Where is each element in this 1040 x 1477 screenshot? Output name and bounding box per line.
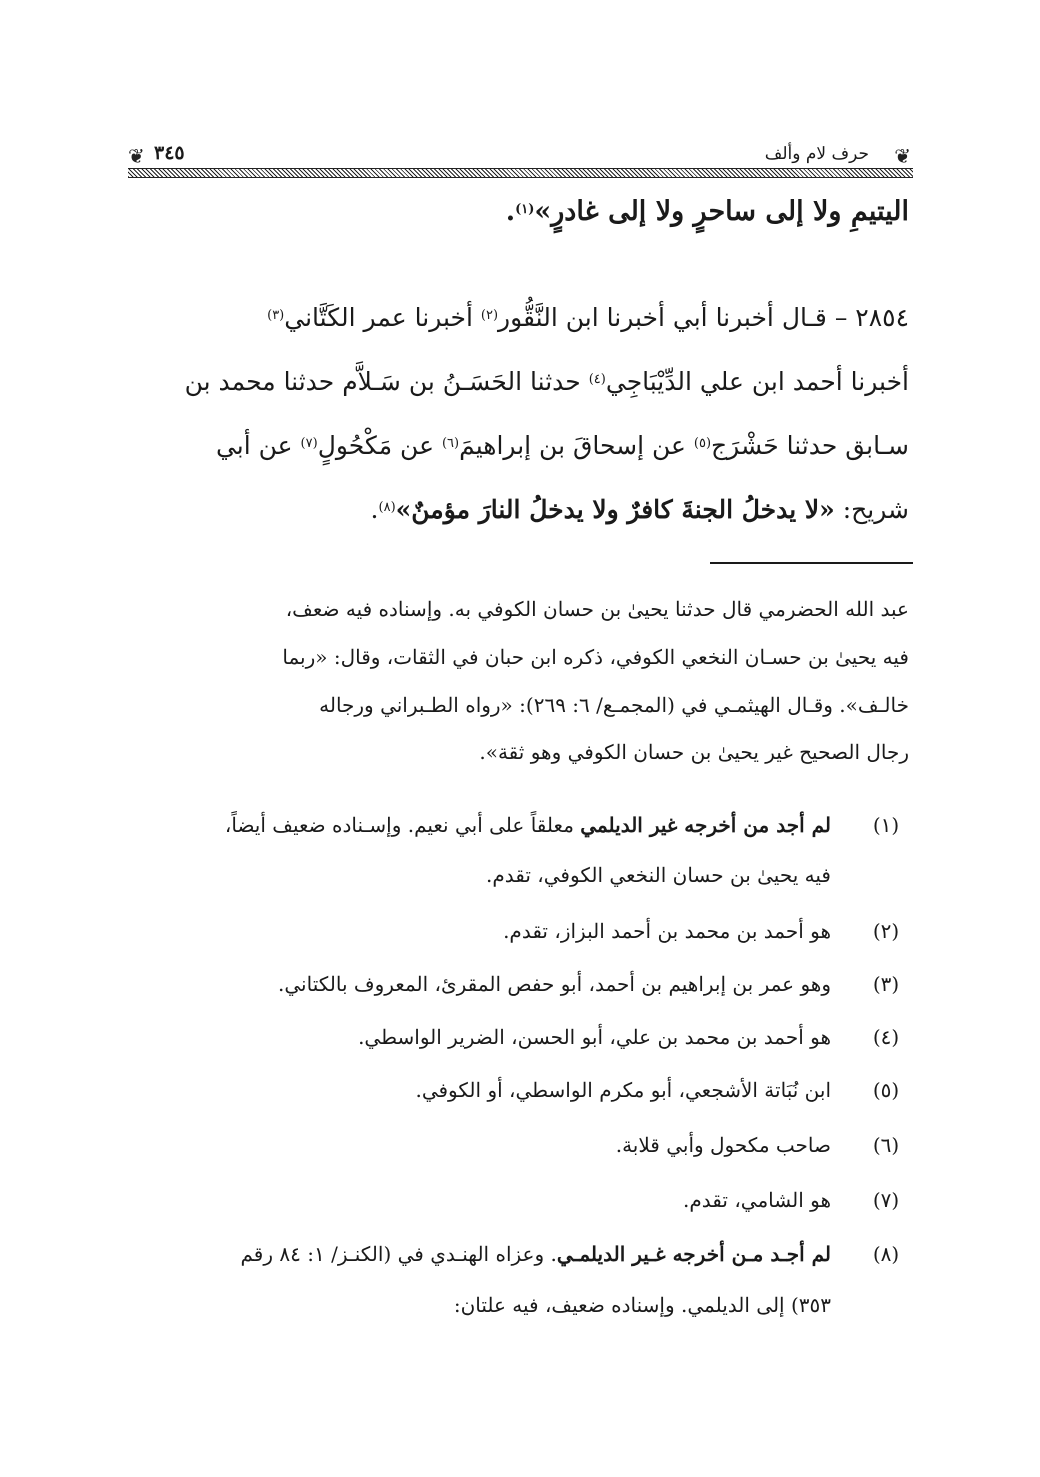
isnad-text: ٢٨٥٤ – قـال أخبرنا أبي أخبرنا ابن النَّقُّور bbox=[498, 303, 909, 332]
footnote-ref: (٧) bbox=[300, 436, 318, 451]
isnad-text: حدثنا الحَسَـنُ بن سَـلاَّم حدثنا محمد بن bbox=[184, 367, 589, 396]
main-text-line bbox=[127, 362, 909, 402]
isnad-text: عن مَكْحُولٍ bbox=[317, 431, 442, 460]
header-divider bbox=[128, 168, 913, 178]
footnote-number: (٣) bbox=[872, 972, 900, 996]
main-text-line: اليتيمِ ولا إلى ساحرٍ ولا إلى غادرٍ»$^{(١)}$. bbox=[505, 196, 909, 227]
footnote-text: ٣٥٣) إلى الديلمي. وإسناده ضعيف، فيه علتان: bbox=[453, 1293, 831, 1317]
page-number: ٣٤٥ bbox=[154, 142, 185, 164]
footnote-text: فيه يحيىٰ بن حسان النخعي الكوفي، تقدم. bbox=[486, 863, 831, 887]
main-text-line bbox=[127, 426, 909, 466]
isnad-text: سـابق حدثنا حَشْرَج bbox=[711, 431, 909, 460]
running-header bbox=[128, 142, 913, 178]
footnote-plain-text: . وعزاه الهنـدي في (الكنـز/ ١: ٨٤ رقم bbox=[240, 1242, 557, 1266]
footnote-text: صاحب مكحول وأبي قلابة. bbox=[615, 1133, 831, 1157]
footnote-number: (٦) bbox=[872, 1133, 900, 1157]
footnote-text: وهو عمر بن إبراهيم بن أحمد، أبو حفص المقرئ، المعروف بالكتاني. bbox=[278, 972, 831, 996]
footnote-text: هو أحمد بن محمد بن علي، أبو الحسن، الضرير الواسطي. bbox=[358, 1025, 831, 1049]
footnote-number: (٥) bbox=[872, 1078, 900, 1102]
footnote-carry-line: فيه يحيىٰ بن حسـان النخعي الكوفي، ذكره ابن حبان في الثقات، وقال: «ربما bbox=[282, 645, 909, 669]
main-text-line: شريح: «لا يدخلُ الجنةَ كافرٌ ولا يدخلُ النارَ مؤمنٌ»$^{(٨)}$. bbox=[370, 495, 909, 524]
footnote-ref: (٥) bbox=[693, 436, 712, 451]
footnote-ref: (١) bbox=[515, 202, 535, 217]
footnote-ref: (٢) bbox=[480, 308, 499, 323]
footnote-carry-line: عبد الله الحضرمي قال حدثنا يحيىٰ بن حسان الكوفي به. وإسناده فيه ضعف، bbox=[285, 597, 909, 621]
footnote-text: ابن نُبَاتة الأشجعي، أبو مكرم الواسطي، أو الكوفي. bbox=[415, 1078, 831, 1102]
ornament-icon: ❦ bbox=[894, 144, 911, 168]
chapter-title: حرف لام وألف bbox=[764, 144, 869, 164]
footnote-text bbox=[240, 1237, 831, 1271]
footnote-number: (٧) bbox=[872, 1188, 900, 1212]
footnote-ref: (٤) bbox=[588, 372, 606, 387]
footnote-ref: (٣) bbox=[267, 308, 285, 323]
footnote-continuation bbox=[127, 858, 909, 892]
footnote-plain-text: معلقاً على أبي نعيم. وإسـناده ضعيف أيضاً، bbox=[224, 813, 581, 837]
footnote-item bbox=[127, 967, 909, 1001]
isnad-text: شريح: bbox=[834, 495, 909, 524]
footnote-item bbox=[127, 1020, 909, 1054]
footnote-bold-text: لم أجد من أخرجه غير الديلمي bbox=[580, 813, 831, 837]
footnote-ref: (٨) bbox=[378, 500, 396, 515]
footnote-item bbox=[127, 1073, 909, 1107]
footnote-continuation bbox=[127, 1288, 909, 1322]
footnote-item bbox=[127, 914, 909, 948]
footnote-number: (٨) bbox=[872, 1242, 900, 1266]
isnad-text: أخبرنا عمر الكَتَّاني bbox=[284, 303, 481, 332]
main-text-line bbox=[127, 298, 909, 338]
footnote-carry-line: رجال الصحيح غير يحيىٰ بن حسان الكوفي وهو ثقة». bbox=[479, 740, 909, 764]
matn-text: اليتيمِ ولا إلى ساحرٍ ولا إلى غادرٍ» bbox=[534, 196, 909, 227]
footnote-bold-text: لم أجـد مـن أخرجه غـير الديلمـي bbox=[556, 1242, 831, 1266]
footnote-text: هو الشامي، تقدم. bbox=[683, 1188, 831, 1212]
isnad-text: عن أبي bbox=[215, 431, 301, 460]
footnote-separator bbox=[710, 562, 913, 564]
isnad-text: أخبرنا أحمد ابن علي الدِّيْبَاجِي bbox=[605, 367, 909, 396]
ornament-icon: ❦ bbox=[128, 144, 145, 168]
footnote-item bbox=[127, 1128, 909, 1162]
footnote-item bbox=[127, 1237, 909, 1271]
footnote-carry-line: خالـف». وقـال الهيثمـي في (المجمـع/ ٦: ٢٦٩): «رواه الطـبراني ورجاله bbox=[319, 693, 909, 717]
footnote-item bbox=[127, 1183, 909, 1217]
footnote-number: (٢) bbox=[872, 919, 900, 943]
isnad-text: عن إسحاقَ بن إبراهيمَ bbox=[459, 431, 694, 460]
matn-text: «لا يدخلُ الجنةَ كافرٌ ولا يدخلُ النارَ مؤمنٌ» bbox=[395, 495, 835, 524]
footnote-text: هو أحمد بن محمد بن أحمد البزاز، تقدم. bbox=[503, 919, 831, 943]
footnote-item bbox=[127, 808, 909, 842]
footnote-text bbox=[225, 808, 831, 842]
footnote-number: (٤) bbox=[872, 1025, 900, 1049]
footnote-ref: (٦) bbox=[441, 436, 460, 451]
footnote-number: (١) bbox=[872, 813, 900, 837]
